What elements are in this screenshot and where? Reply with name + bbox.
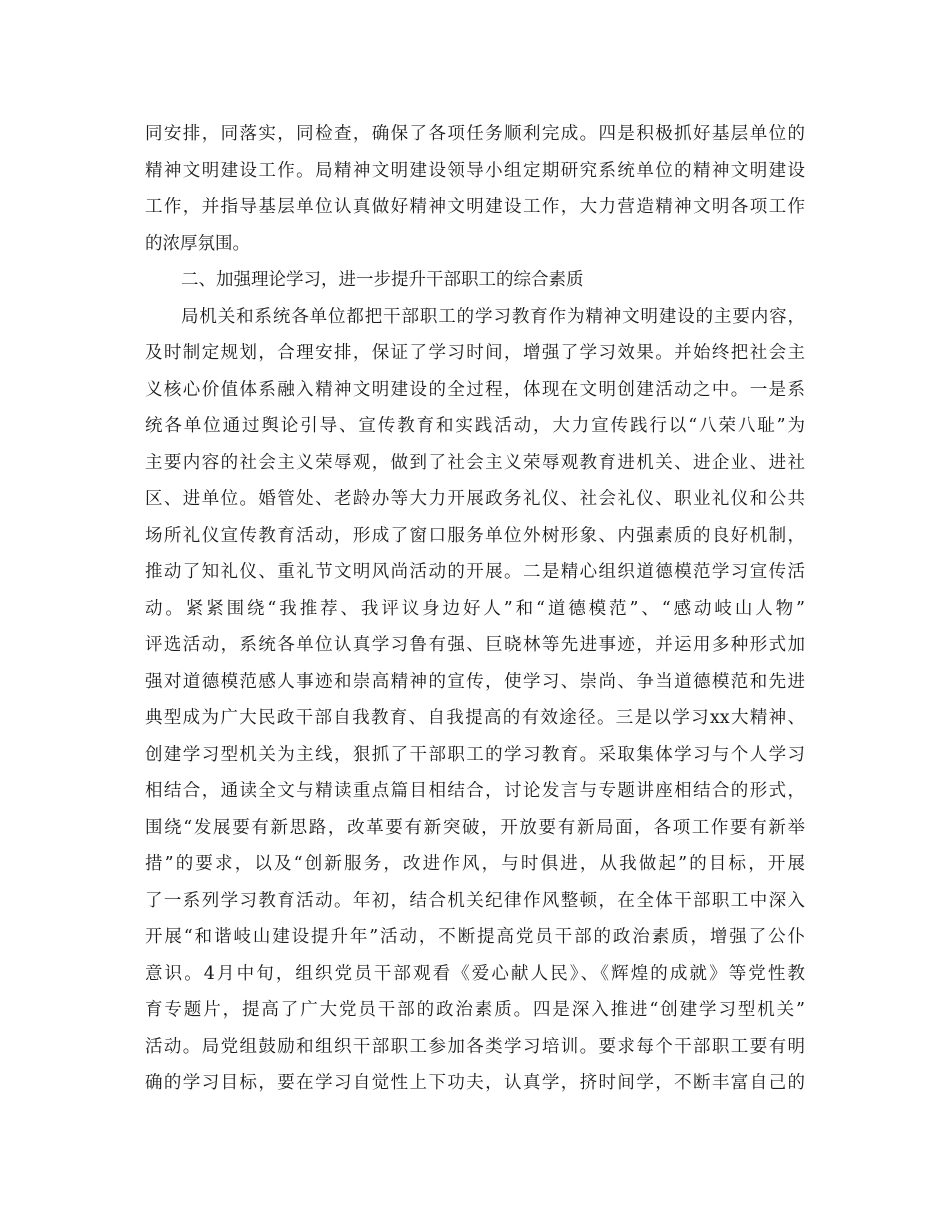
text-line: 围绕“发展要有新思路，改革要有新突破，开放要有新局面，各项工作要有新举 xyxy=(145,817,805,838)
text-line: 了一系列学习教育活动。年初，结合机关纪律作风整顿，在全体干部职工中深入 xyxy=(145,890,805,911)
text-line: 区、进单位。婚管处、老龄办等大力开展政务礼仪、社会礼仪、职业礼仪和公共 xyxy=(145,489,805,509)
text-line: 开展“和谐岐山建设提升年”活动，不断提高党员干部的政治素质，增强了公仆 xyxy=(145,927,805,947)
text-line: 同安排，同落实，同检查，确保了各项任务顺利完成。四是积极抓好基层单位的 xyxy=(145,124,805,144)
text-line: 相结合，通读全文与精读重点篇目相结合，讨论发言与专题讲座相结合的形式， xyxy=(145,781,805,801)
text-line: 义核心价值体系融入精神文明建设的全过程，体现在文明创建活动之中。一是系 xyxy=(145,379,805,400)
document-body xyxy=(145,116,805,1102)
text-line: 育专题片，提高了广大党员干部的政治素质。四是深入推进“创建学习型机关” xyxy=(145,1000,805,1020)
text-line: 场所礼仪宣传教育活动，形成了窗口服务单位外树形象、内强素质的良好机制， xyxy=(145,525,805,546)
text-line: 意识。4月中旬，组织党员干部观看《爱心献人民》、《辉煌的成就》等党性教 xyxy=(145,963,805,984)
text-line: 统各单位通过舆论引导、宣传教育和实践活动，大力宣传践行以“八荣八耻”为 xyxy=(145,416,805,436)
text-line: 的浓厚氛围。 xyxy=(145,233,250,254)
section-heading: 二、加强理论学习，进一步提升干部职工的综合素质 xyxy=(181,270,584,290)
text-line: 及时制定规划，合理安排，保证了学习时间，增强了学习效果。并始终把社会主 xyxy=(145,343,805,363)
text-line: 典型成为广大民政干部自我教育、自我提高的有效途径。三是以学习xx大精神、 xyxy=(145,708,805,728)
text-line: 局机关和系统各单位都把干部职工的学习教育作为精神文明建设的主要内容， xyxy=(181,306,805,327)
text-line: 精神文明建设工作。局精神文明建设领导小组定期研究系统单位的精神文明建设 xyxy=(145,160,805,181)
text-line: 活动。局党组鼓励和组织干部职工参加各类学习培训。要求每个干部职工要有明 xyxy=(145,1036,805,1057)
text-line: 主要内容的社会主义荣辱观，做到了社会主义荣辱观教育进机关、进企业、进社 xyxy=(145,452,805,473)
text-line: 工作，并指导基层单位认真做好精神文明建设工作，大力营造精神文明各项工作 xyxy=(145,197,805,217)
text-line: 评选活动，系统各单位认真学习鲁有强、巨晓林等先进事迹，并运用多种形式加 xyxy=(145,635,805,655)
text-line: 创建学习型机关为主线，狠抓了干部职工的学习教育。采取集体学习与个人学习 xyxy=(145,744,805,765)
text-line: 措”的要求，以及“创新服务，改进作风，与时俱进，从我做起”的目标，开展 xyxy=(145,854,805,874)
text-line: 动。紧紧围绕“我推荐、我评议身边好人”和“道德模范”、“感动岐山人物” xyxy=(145,598,805,619)
text-line: 推动了知礼仪、重礼节文明风尚活动的开展。二是精心组织道德模范学习宣传活 xyxy=(145,562,805,582)
text-line: 确的学习目标，要在学习自觉性上下功夫，认真学，挤时间学，不断丰富自己的 xyxy=(145,1073,805,1093)
text-line: 强对道德模范感人事迹和崇高精神的宣传，使学习、崇尚、争当道德模范和先进 xyxy=(145,671,805,692)
